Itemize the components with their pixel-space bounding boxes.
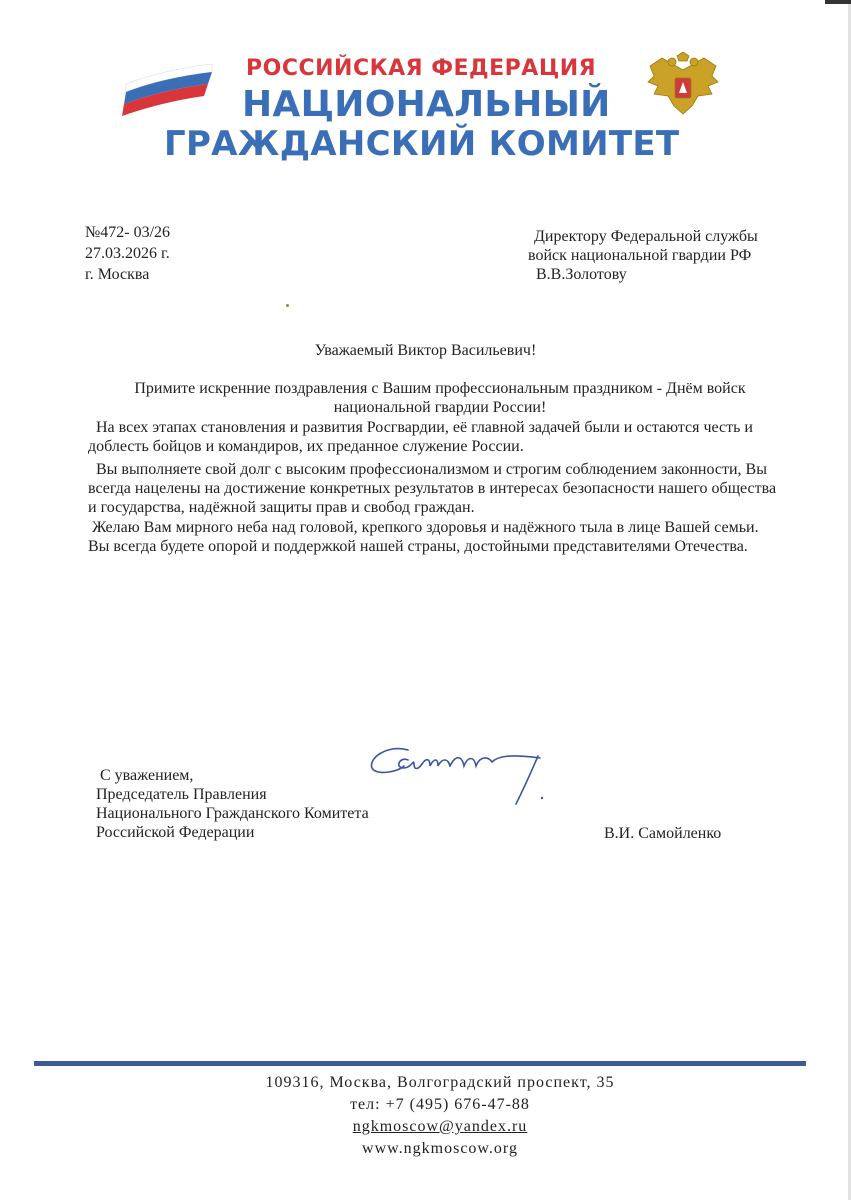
handwritten-signature: [364, 742, 554, 812]
letterhead-country: РОССИЙСКАЯ ФЕДЕРАЦИЯ: [246, 56, 597, 81]
document-meta: [85, 222, 170, 285]
closing-regards: С уважением,: [100, 767, 194, 784]
footer-rule: [34, 1061, 806, 1066]
addressee-line2: войск национальной гвардии РФ: [528, 247, 752, 264]
closing-position: Председатель Правления: [96, 786, 267, 803]
footer-email-link[interactable]: ngkmoscow@yandex.ru: [352, 1118, 528, 1135]
addressee-block: [528, 227, 758, 284]
page-edge-mark: [825, 0, 851, 4]
paragraph-greeting: Примите искренние поздравления с Вашим профессиональным праздником - Днём войск национальной гвардии России!: [134, 380, 746, 416]
footer-contacts: [0, 1072, 851, 1160]
russian-flag-logo: [122, 62, 214, 116]
paragraph-2: [88, 418, 778, 456]
document-date: 27.03.2026 г.: [85, 245, 170, 262]
paragraph-3: [88, 460, 778, 517]
paragraph-4: [88, 518, 778, 556]
closing-country: Российской Федерации: [96, 824, 255, 841]
salutation: Уважаемый Виктор Васильевич!: [314, 342, 537, 359]
closing-block: [96, 766, 369, 842]
addressee-line1: Директору Федеральной службы: [534, 228, 758, 245]
closing-organization: Национального Гражданского Комитета: [96, 805, 369, 822]
document-number: №472- 03/26: [85, 224, 171, 241]
letterhead-org-line1: НАЦИОНАЛЬНЫЙ: [242, 84, 611, 125]
footer-address: 109316, Москва, Волгоградский проспект, 35: [265, 1074, 615, 1091]
scan-speck: [286, 304, 289, 307]
footer-phone: тел: +7 (495) 676-47-88: [350, 1096, 530, 1113]
footer-website-link[interactable]: www.ngkmoscow.org: [362, 1140, 518, 1157]
paragraph-4-text: Желаю Вам мирного неба над головой, крепкого здоровья и надёжного тыла в лице Вашей семьи. Вы всегда будете опорой и поддержкой нашей страны, достойными представителями Отечества.: [88, 519, 759, 555]
letterhead-org-line2: ГРАЖДАНСКИЙ КОМИТЕТ: [164, 124, 680, 164]
paragraph-3-text: Вы выполняете свой долг с высоким профессионализмом и строгим соблюдением законности, Вы всегда нацелены на достижение конкретных результатов в интересах безопасности нашего общества и государства, надёжной защиты прав и свобод граждан.: [88, 461, 777, 516]
signer-name: В.И. Самойленко: [604, 825, 722, 842]
addressee-name: В.В.Золотову: [536, 266, 627, 283]
double-headed-eagle-emblem-icon: [644, 52, 722, 122]
document-city: г. Москва: [85, 266, 150, 283]
paragraph-2-text: На всех этапах становления и развития Росгвардии, её главной задачей были и остаются честь и доблесть бойцов и командиров, их преданное служение России.: [88, 419, 753, 455]
